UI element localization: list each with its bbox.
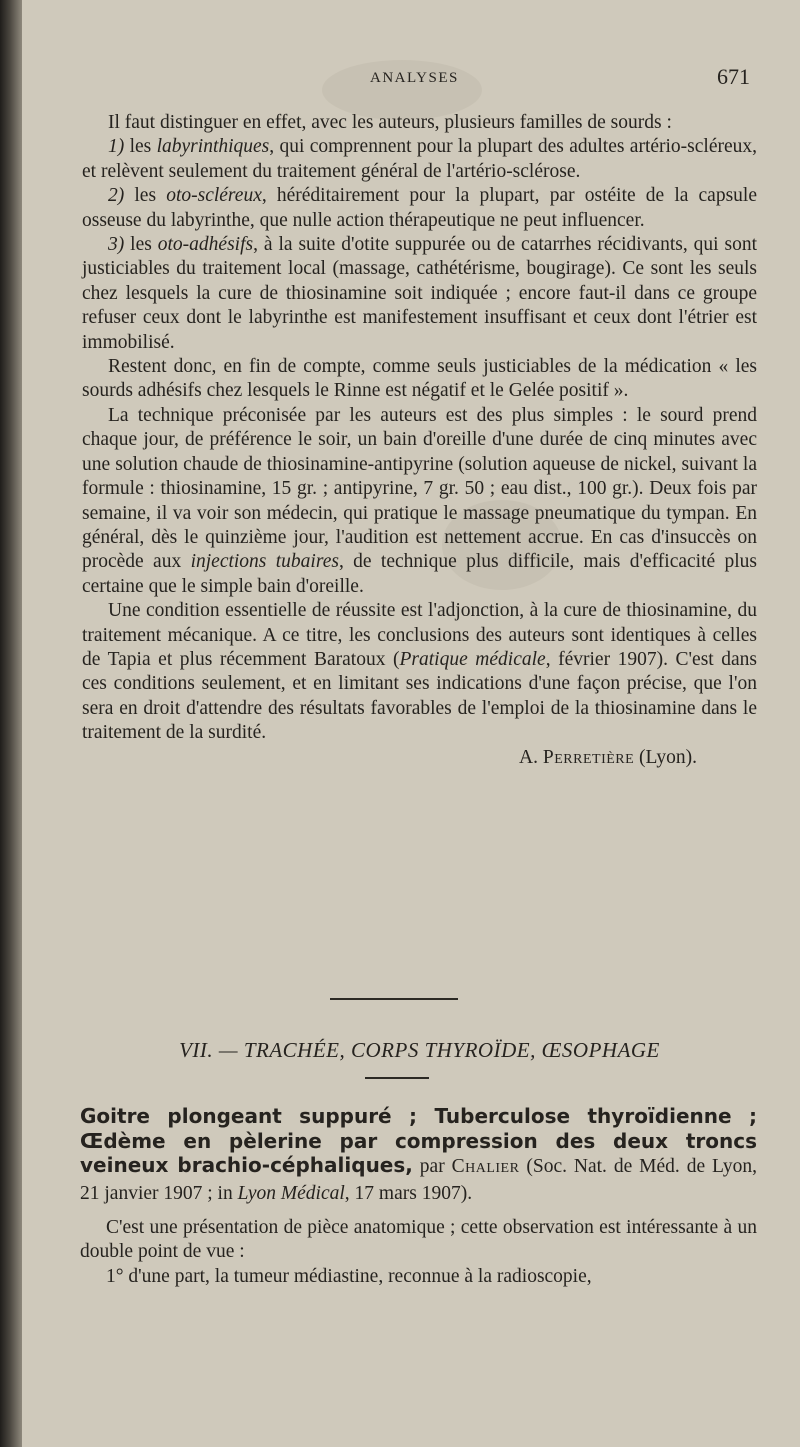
item-prefix: les [130, 234, 152, 256]
article-reference: (Soc. Nat. de Méd. de Lyon, 21 janvier 1907 ; in [80, 1156, 757, 1204]
paragraph-text: Restent donc, en fin de compte, comme seuls justiciables de la médication « les sourds adhésifs chez lesquels le Rinne est négatif et le Gelée positif ». [82, 356, 757, 402]
signature [82, 746, 757, 770]
article-reference: , 17 mars 1907). [344, 1182, 473, 1204]
paragraph [82, 599, 757, 745]
paragraph-text: , février 1907). C'est dans ces conditions seulement, et en limitant ses indications d'une façon précise, que l'on sera en droit d'attendre des résultats favorables de l'emploi de la thiosinamine dans le traitement de la surdité. [82, 648, 757, 744]
emphasis-text: Pratique médicale [399, 648, 546, 670]
item-text: , qui comprennent pour la plupart des adultes artério-scléreux, et relèvent seulement du traitement général de l'artério-sclérose. [82, 136, 758, 182]
page-number: 671 [717, 64, 750, 89]
item-number: 1) [108, 136, 125, 158]
book-binding-shadow [0, 0, 22, 1447]
article-title [80, 1104, 757, 1206]
article-title-text: Goitre plongeant suppuré ; Tuberculose thyroïdienne ; Œdème en pèlerine par compression des deux troncs veineux brachio-céphaliques, [80, 1104, 757, 1177]
paragraph [82, 111, 757, 135]
paragraph: C'est une présentation de pièce anatomique ; cette observation est intéressante à un double point de vue : [80, 1217, 757, 1263]
item-term: labyrinthiques [156, 136, 270, 158]
item-prefix: les [129, 136, 152, 158]
article-journal: Lyon Médical [237, 1182, 345, 1204]
article-by: par [412, 1156, 452, 1177]
running-header: ANALYSES [370, 70, 459, 86]
signature-city: (Lyon). [639, 746, 697, 768]
item-text: , héréditairement pour la plupart, par ostéite de la capsule osseuse du labyrinthe, que nulle action thérapeutique ne peut influencer. [82, 185, 758, 231]
item-prefix: les [134, 185, 157, 207]
paragraph-text: , de technique plus difficile, mais d'efficacité plus certaine que le simple bain d'oreille. [82, 551, 758, 597]
list-item [82, 233, 757, 355]
item-term: oto-adhésifs [157, 234, 254, 256]
paragraph-text: Une condition essentielle de réussite est l'adjonction, à la cure de thiosinamine, du traitement mécanique. A ce titre, les conclusions des auteurs sont identiques à celles de Tapia et plus récemment Baratoux ( [82, 600, 757, 670]
item-number: 2) [108, 185, 125, 207]
section-title: VII. — TRACHÉE, CORPS THYROÏDE, ŒSOPHAGE [179, 1038, 660, 1062]
paragraph [82, 355, 757, 404]
list-item [82, 184, 757, 233]
section-divider [330, 998, 458, 1000]
article-author: Chalier [451, 1156, 520, 1177]
paragraph-text: Il faut distinguer en effet, avec les auteurs, plusieurs familles de sourds : [108, 112, 672, 133]
item-term: oto-scléreux [166, 185, 262, 207]
section-divider [365, 1077, 429, 1079]
paragraph-text: La technique préconisée par les auteurs est des plus simples : le sourd prend chaque jour, de préférence le soir, un bain d'oreille d'une durée de cinq minutes avec une solution chaude de thiosinamine-antipyrine (solution aqueuse de nickel, suivant la formule : thiosinamine, 15 gr. ; antipyrine, 7 gr. 50 ; eau dist., 100 gr.). Deux fois par semaine, il va voir son médecin, qui pratique le massage pneumatique du tympan. En général, dès le quinzième jour, l'audition est nettement accrue. En cas d'insuccès on procède aux [82, 404, 757, 573]
item-number: 3) [108, 234, 125, 256]
paragraph: 1° d'une part, la tumeur médiastine, reconnue à la radioscopie, [106, 1265, 592, 1287]
item-text: , à la suite d'otite suppurée ou de catarrhes récidivants, qui sont justiciables du traitement local (massage, cathétérisme, bougirage). Ce sont les seuls chez lesquels la cure de thiosinamine soit indiquée ; encore faut-il dans ce groupe refuser ceux dont le labyrinthe est manifestement insuffisant et ceux dont l'étrier est immobilisé. [82, 234, 758, 353]
article-body [80, 1216, 757, 1289]
emphasis-text: injections tubaires [190, 551, 339, 573]
list-item [82, 135, 757, 184]
signature-name: Perretière [542, 746, 635, 768]
article-body-previous [82, 111, 757, 770]
paragraph [82, 404, 757, 599]
signature-initial: A. [519, 746, 539, 768]
